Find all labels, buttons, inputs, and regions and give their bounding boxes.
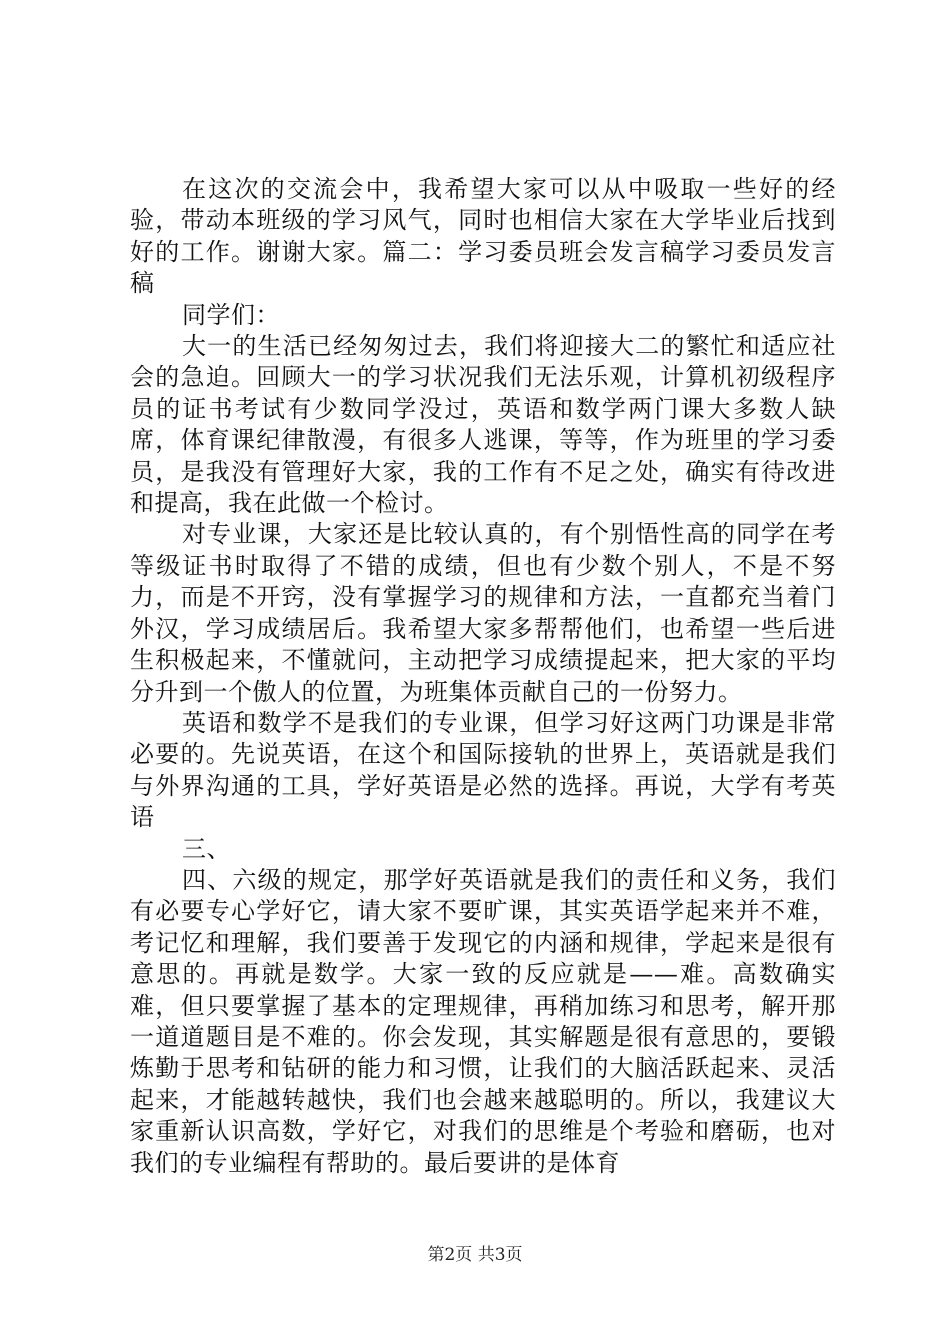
paragraph-4: 对专业课，大家还是比较认真的，有个别悟性高的同学在考等级证书时取得了不错的成绩，但也有少数个别人，不是不努力，而是不开窍，没有掌握学习的规律和方法，一直都充当着门外汉，学习成绩居后。我希望大家多帮帮他们，也希望一些后进生积极起来，不懂就问，主动把学习成绩提起来，把大家的平均分升到一个傲人的位置，为班集体贡献自己的一份努力。: [130, 520, 836, 706]
page-number-footer: 第2页 共3页: [427, 1245, 523, 1265]
paragraph-5: 英语和数学不是我们的专业课，但学习好这两门功课是非常必要的。先说英语，在这个和国际接轨的世界上，英语就是我们与外界沟通的工具，学好英语是必然的选择。再说，大学有考英语: [130, 708, 836, 832]
paragraph-7: 四、六级的规定，那学好英语就是我们的责任和义务，我们有必要专心学好它，请大家不要旷课，其实英语学起来并不难，考记忆和理解，我们要善于发现它的内涵和规律，学起来是很有意思的。再就是数学。大家一致的反应就是——难。高数确实难，但只要掌握了基本的定理规律，再稍加练习和思考，解开那一道道题目是不难的。你会发现，其实解题是很有意思的，要锻炼勤于思考和钻研的能力和习惯，让我们的大脑活跃起来、灵活起来，才能越转越快，我们也会越来越聪明的。所以，我建议大家重新认识高数，学好它，对我们的思维是个考验和磨砺，也对我们的专业编程有帮助的。最后要讲的是体育: [130, 865, 836, 1177]
document-body: [130, 174, 836, 1179]
paragraph-3: 大一的生活已经匆匆过去，我们将迎接大二的繁忙和适应社会的急迫。回顾大一的学习状况我们无法乐观，计算机初级程序员的证书考试有少数同学没过，英语和数学两门课大多数人缺席，体育课纪律散漫，有很多人逃课，等等，作为班里的学习委员，是我没有管理好大家，我的工作有不足之处，确实有待改进和提高，我在此做一个检讨。: [130, 332, 836, 518]
paragraph-2: 同学们：: [182, 300, 280, 329]
paragraph-1: 在这次的交流会中，我希望大家可以从中吸取一些好的经验，带动本班级的学习风气，同时也相信大家在大学毕业后找到好的工作。谢谢大家。篇二：学习委员班会发言稿学习委员发言稿: [130, 175, 836, 298]
paragraph-6: 三、: [182, 834, 231, 863]
